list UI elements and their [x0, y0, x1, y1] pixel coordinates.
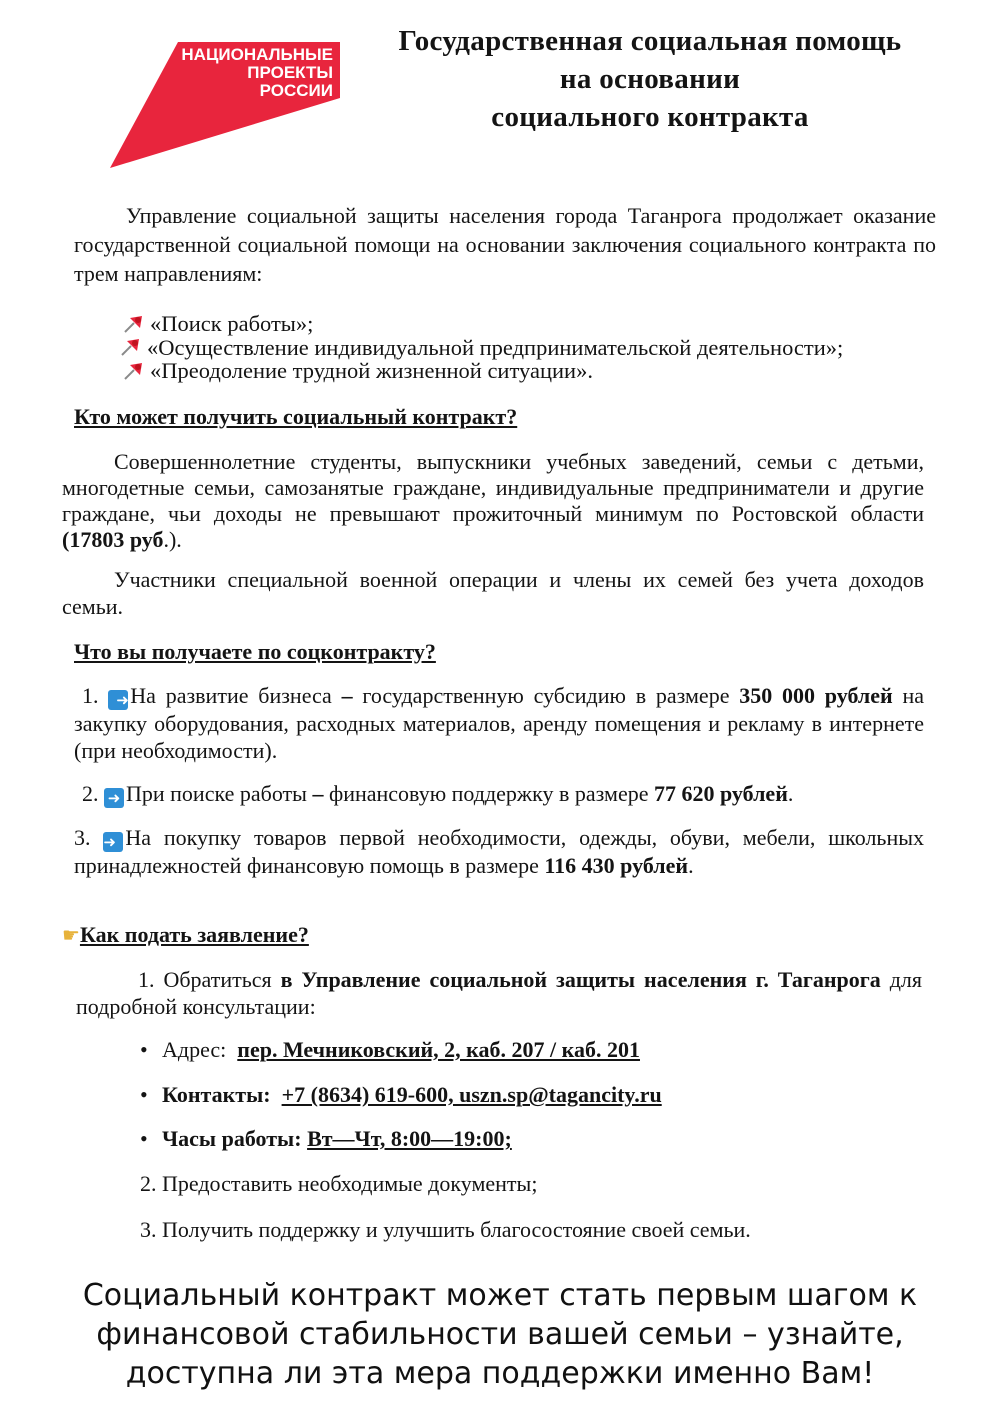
bullet-dot: • [140, 1082, 148, 1107]
get-heading: Что вы получаете по соцконтракту? [74, 639, 436, 664]
direction-item [122, 359, 952, 383]
item-lead: На покупку товаров первой необходимости, одежды, обуви, мебели, школьных принадлежностей финансовую помощь в размере [74, 825, 925, 878]
pushpin-icon [119, 337, 143, 357]
closing-line-3: доступна ли эта мера поддержки именно Вам! [125, 1356, 875, 1391]
item-lead: При поиске работы [126, 781, 307, 806]
item-number: 2. [82, 781, 99, 806]
item-lead: На развитие бизнеса [130, 683, 332, 708]
item-text-tail: . [688, 853, 694, 878]
direction-item [122, 312, 952, 336]
item-dash: – [312, 781, 324, 806]
who-amount: (17803 руб [62, 527, 164, 552]
closing-line-2: финансовой стабильности вашей семьи – узнайте, [96, 1317, 904, 1352]
right-arrow-icon: ➜ [108, 690, 128, 710]
hours-row [140, 1126, 512, 1152]
direction-item [119, 336, 952, 360]
item-number: 1. [82, 683, 99, 708]
item-text-tail: на закупку оборудования, расходных материалов, аренду помещения и рекламу в интернете (при необходимости). [74, 683, 925, 763]
who-amount-tail: .). [163, 527, 182, 552]
item-dash: – [341, 683, 353, 708]
contacts-label: Контакты: [162, 1082, 271, 1107]
who-text: Совершеннолетние студенты, выпускники учебных заведений, семьи с детьми, многодетные семьи, самозанятые граждане, индивидуальные предприниматели и другие граждане, чьи доходы не превышают прожиточный минимум по Ростовской области [62, 449, 924, 526]
benefit-item-3 [74, 824, 924, 879]
title-line-2: на основании [559, 63, 741, 95]
title-line-1: Государственная социальная помощь [398, 25, 902, 57]
address-row [140, 1037, 640, 1063]
bullet-dot: • [140, 1037, 148, 1062]
step-number: 1. [138, 967, 155, 992]
national-projects-logo [108, 40, 340, 168]
step-tail: для подробной консультации: [76, 967, 923, 1019]
pointing-hand-icon: ☛ [62, 923, 80, 947]
contacts-value[interactable]: +7 (8634) 619-600, uszn.sp@tagancity.ru [281, 1082, 662, 1107]
right-arrow-icon: ➜ [103, 832, 123, 852]
logo-graphic [108, 40, 340, 168]
apply-heading: Как подать заявление? [79, 922, 309, 947]
contacts-row [140, 1082, 662, 1108]
who-heading: Кто может получить социальный контракт? [74, 404, 518, 429]
directions-list [122, 312, 952, 383]
intro-paragraph: Управление социальной защиты населения города Таганрога продолжает оказание государственной социальной помощи на основании заключения социального контракта по трем направлениям: [74, 203, 936, 286]
pushpin-icon [122, 314, 146, 334]
direction-label: «Преодоление трудной жизненной ситуации». [150, 358, 593, 383]
apply-step-2: 2. Предоставить необходимые документы; [140, 1171, 538, 1196]
step-bold: в Управление социальной защиты населения г. Таганрога [280, 967, 881, 992]
address-label: Адрес: [162, 1037, 227, 1062]
direction-label: «Осуществление индивидуальной предпринимательской деятельности»; [147, 334, 844, 360]
pushpin-icon [122, 361, 146, 381]
benefit-item-2 [82, 780, 932, 808]
bullet-dot: • [140, 1126, 148, 1151]
svo-paragraph: Участники специальной военной операции и члены их семей без учета доходов семьи. [62, 567, 924, 619]
right-arrow-icon: ➜ [104, 788, 124, 808]
apply-step-3: 3. Получить поддержку и улучшить благосостояние своей семьи. [140, 1217, 751, 1242]
step-text: Обратиться [163, 967, 272, 992]
who-paragraph [62, 449, 924, 553]
item-amount: 77 620 рублей [653, 781, 788, 806]
item-number: 3. [74, 825, 91, 850]
item-amount: 116 430 рублей [544, 853, 689, 878]
closing-line-1: Социальный контракт может стать первым шагом к [82, 1278, 918, 1313]
logo-line-2: ПРОЕКТЫ [247, 63, 333, 82]
title-line-3: социального контракта [491, 101, 809, 133]
hours-label: Часы работы: [162, 1126, 302, 1151]
hours-value: Вт—Чт, 8:00—19:00; [307, 1126, 512, 1151]
item-text: государственную субсидию в размере [362, 683, 730, 708]
direction-label: «Поиск работы»; [150, 311, 314, 336]
item-text: финансовую поддержку в размере [328, 781, 649, 806]
logo-line-1: НАЦИОНАЛЬНЫЕ [181, 45, 333, 64]
item-text-tail: . [787, 781, 794, 806]
closing-statement [40, 1276, 960, 1393]
page-title [350, 22, 950, 136]
apply-heading-row [62, 922, 309, 948]
address-value: пер. Мечниковский, 2, каб. 207 / каб. 201 [237, 1037, 640, 1062]
apply-step-1 [76, 966, 922, 1020]
benefit-item-1 [74, 682, 924, 764]
item-amount: 350 000 рублей [739, 683, 893, 708]
logo-line-3: РОССИИ [259, 81, 333, 100]
